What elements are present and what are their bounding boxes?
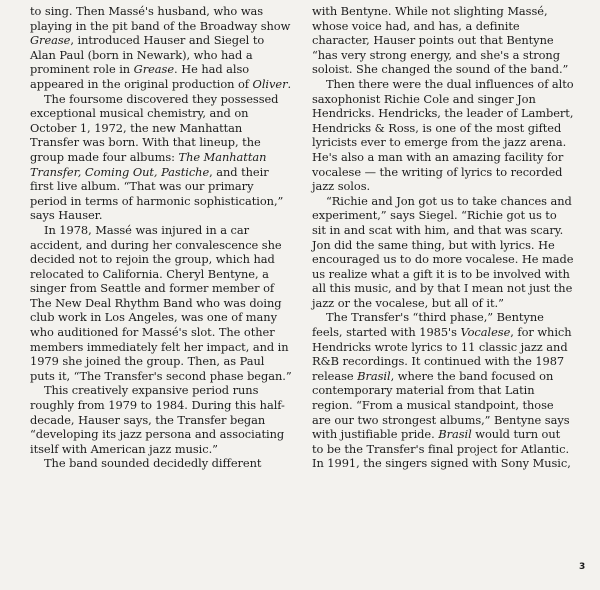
- left-paragraph-3: [30, 223, 292, 384]
- text-run: would turn out to be the Transfer's final project for Atlantic. In 1991, the singers signed with Sony Music,: [312, 427, 571, 471]
- italic-title-run: Oliver: [252, 76, 288, 91]
- text-run: , and their first live album. “That was our primary period in terms of harmonic sophistication,” says Hauser.: [30, 164, 284, 223]
- italic-title-run: Brasil: [357, 368, 391, 383]
- text-run: “Richie and Jon got us to take chances and experiment,” says Siegel. “Richie got us to sit in and scat with him, and that was scary. Jon did the same thing, but with lyrics. He encouraged us to do more vocalese. He made us realize what a gift it is to be involved with all this music, and by that I mean not just the jazz or the vocalese, but all of it.”: [312, 193, 574, 310]
- text-run: , for which Hendricks wrote lyrics to 11 classic jazz and R&B recordings. It continued with the 1987 release: [312, 325, 572, 383]
- text-run: In 1978, Massé was injured in a car accident, and during her convalescence she decided not to rejoin the group, which had relocated to California. Cheryl Bentyne, a singer from Seattle and former member of The New Deal Rhythm Band who was doing club work in Los Angeles, was one of many who auditioned for Massé's slot. The other members immediately felt her impact, and in 1979 she joined the group. Then, as Paul puts it, “The Transfer's second phase began.”: [30, 222, 292, 383]
- text-run: The band sounded decidedly different: [44, 456, 262, 471]
- italic-title-run: Grease: [30, 33, 71, 48]
- text-run: The Transfer's “third phase,” Bentyne feels, started with 1985's: [312, 310, 544, 340]
- left-column: [30, 4, 292, 471]
- page-number: 3: [579, 562, 586, 572]
- text-run: with Bentyne. While not slighting Massé, whose voice had, and has, a definite character, Hauser points out that Bentyne “has very strong energy, and she's a strong soloist. She changed the sound of the band.”: [312, 4, 569, 77]
- text-run: .: [287, 76, 292, 91]
- left-paragraph-5: [30, 456, 292, 471]
- italic-title-run: Vocalese: [460, 325, 511, 340]
- text-run: , where the band focused on contemporary material from that Latin region. “From a musical standpoint, those are our two strongest albums,” Bentyne says with justifiable pride.: [312, 368, 570, 442]
- right-paragraph-4: [312, 310, 574, 471]
- text-run: The foursome discovered they possessed exceptional musical chemistry, and on October 1, 1972, the new Manhattan Transfer was born. With that lineup, the group made four albums:: [30, 91, 279, 164]
- text-run: This creatively expansive period runs roughly from 1979 to 1984. During this half-decade, Hauser says, the Transfer began “developing its jazz persona and associating itself with American jazz music.”: [30, 383, 285, 456]
- text-run: . He had also appeared in the original production of: [30, 62, 253, 91]
- right-column: [312, 4, 574, 471]
- right-paragraph-1: [312, 4, 574, 77]
- italic-title-run: Grease: [133, 62, 175, 77]
- text-run: Then there were the dual influences of alto saxophonist Richie Cole and singer Jon Hendricks. Hendricks, the leader of Lambert, Hendricks & Ross, is one of the most gifted lyricists ever to emerge from the jazz arena. He's also a man with an amazing facility for vocalese — the writing of lyrics to recorded jazz solos.: [312, 76, 574, 194]
- left-paragraph-4: [30, 383, 292, 456]
- left-paragraph-2: [30, 92, 292, 223]
- right-paragraph-3: [312, 194, 574, 311]
- text-run: , introduced Hauser and Siegel to Alan Paul (born in Newark), who had a prominent role in: [30, 33, 265, 77]
- text-run: to sing. Then Massé's husband, who was playing in the pit band of the Broadway show: [30, 4, 291, 33]
- italic-title-run: The Manhattan Transfer, Coming Out, Pastiche: [30, 149, 267, 179]
- italic-title-run: Brasil: [438, 427, 472, 442]
- right-paragraph-2: [312, 77, 574, 194]
- left-paragraph-1: [30, 4, 292, 92]
